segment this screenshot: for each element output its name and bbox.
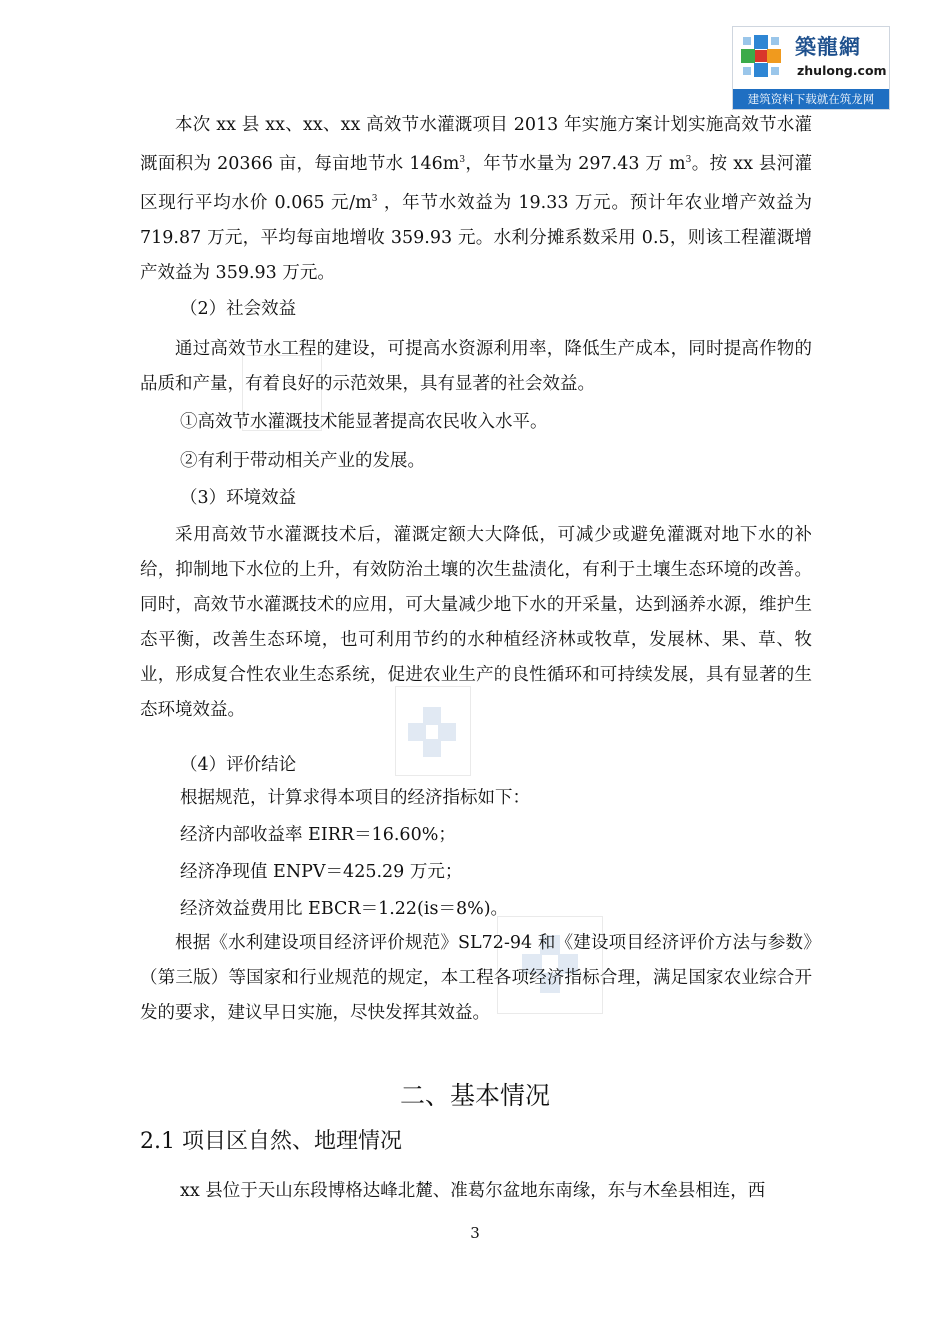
paragraph-location: xx 县位于天山东段博格达峰北麓、准葛尔盆地东南缘，东与木垒县相连，西 <box>180 1181 766 1201</box>
logo-slogan: 建筑资料下载就在筑龙网 <box>733 89 889 109</box>
indicator-ebcr: 经济效益费用比 EBCR＝1.22(is＝8%)。 <box>180 899 509 919</box>
paragraph-environment-benefit: 采用高效节水灌溉技术后，灌溉定额大大降低，可减少或避免灌溉对地下水的补给，抑制地下水位的上升，有效防治土壤的次生盐渍化，有利于土壤生态环境的改善。同时，高效节水灌溉技术的应用，可大量减少地下水的开采量，达到涵养水源，维护生态平衡，改善生态环境，也可利用节约的水种植经济林或牧草，发展林、果、草、牧业，形成复合性农业生态系统，促进农业生产的良性循环和可持续发展，具有显著的生态环境效益。 <box>140 525 812 720</box>
heading-evaluation-conclusion: （4）评价结论 <box>180 755 297 775</box>
page-number: 3 <box>470 1224 480 1242</box>
indicator-eirr: 经济内部收益率 EIRR＝16.60%； <box>180 825 456 845</box>
paragraph-conclusion: 根据《水利建设项目经济评价规范》SL72-94 和《建设项目经济评价方法与参数》（第三版）等国家和行业规范的规定，本工程各项经济指标合理，满足国家农业综合开发的要求，建议早日实施，尽快发挥其效益。 <box>140 933 812 1023</box>
list-item: ①高效节水灌溉技术能显著提高农民收入水平。 <box>180 412 548 432</box>
paragraph-water-saving-benefit: 本次 xx 县 xx、xx、xx 高效节水灌溉项目 2013 年实施方案计划实施高效节水灌溉面积为 20366 亩，每亩地节水 $146m^3$，年节水量为 297.43 万 $m^3$。按 xx 县河灌区现行平均水价 0.065 元$/m^3$ ，年节水效益为 19.33 万元。预计年农业增产效益为 719.87 万元，平均每亩地增收 359.93 元。水利分摊系数采用 0.5，则该工程灌溉增产效益为 359.93 万元。 <box>140 115 813 283</box>
list-item: ②有利于带动相关产业的发展。 <box>180 451 425 471</box>
section-title: 2.1 项目区自然、地理情况 <box>140 1129 402 1154</box>
paragraph-indicators-intro: 根据规范，计算求得本项目的经济指标如下： <box>180 788 530 808</box>
heading-environment-benefit: （3）环境效益 <box>180 488 297 508</box>
logo-name: 築龍網 <box>795 35 861 59</box>
logo-domain: zhulong.com <box>797 63 887 78</box>
zhulong-logo <box>732 26 890 110</box>
paragraph-social-benefit: 通过高效节水工程的建设，可提高水资源利用率，降低生产成本，同时提高作物的品质和产量，有着良好的示范效果，具有显著的社会效益。 <box>140 339 812 394</box>
indicator-enpv: 经济净现值 ENPV＝425.29 万元； <box>180 862 463 882</box>
heading-social-benefit: （2）社会效益 <box>180 299 297 319</box>
chapter-title: 二、基本情况 <box>399 1081 550 1110</box>
